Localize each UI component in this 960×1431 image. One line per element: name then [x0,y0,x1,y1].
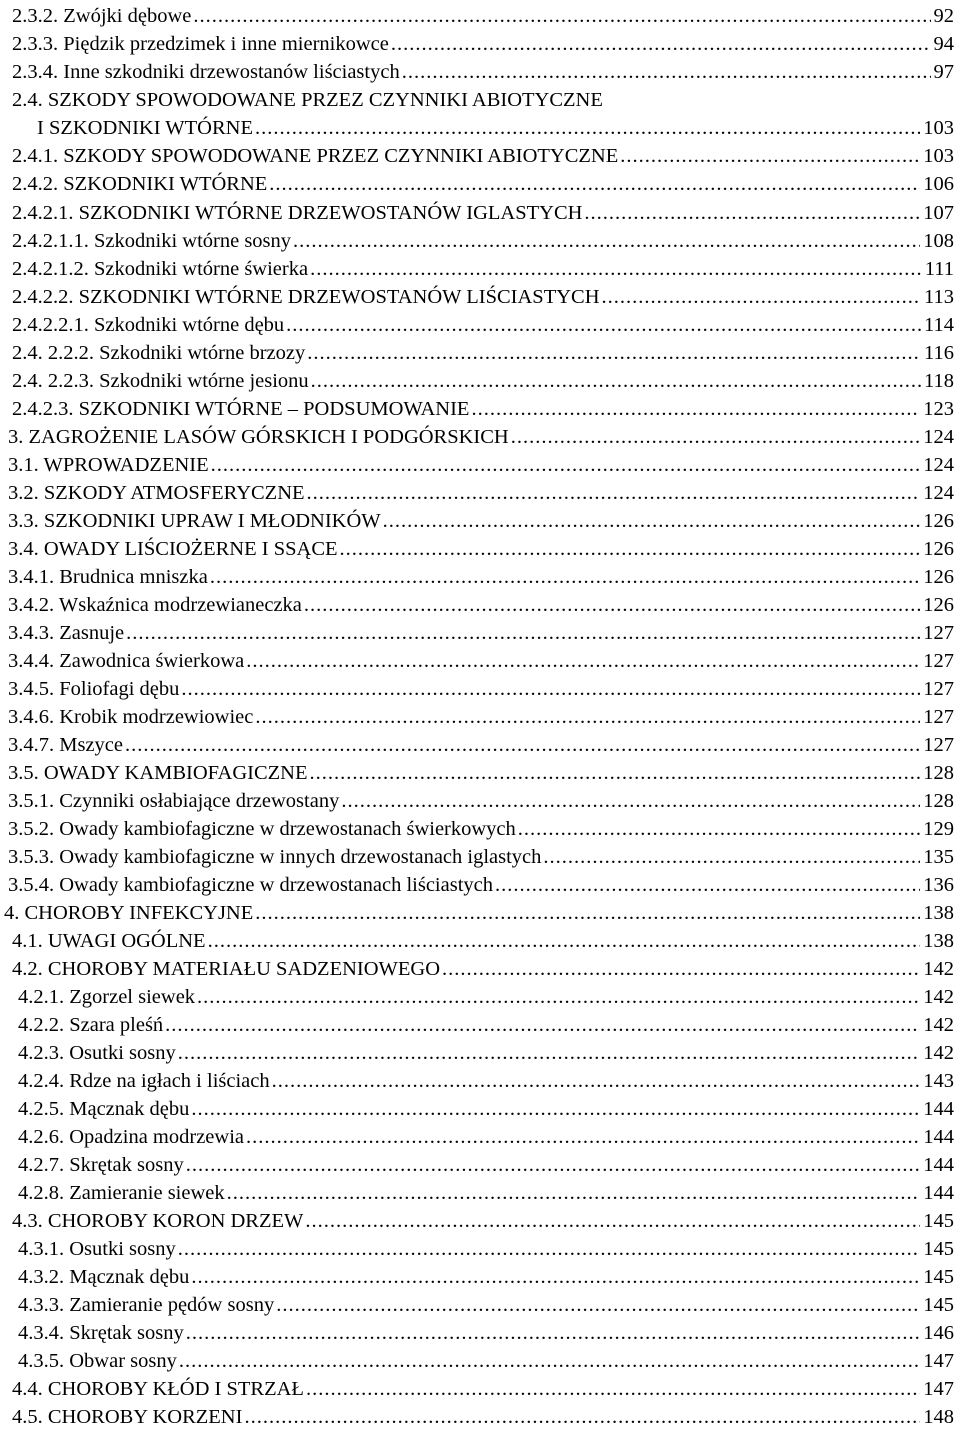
toc-page-number: 126 [923,594,954,616]
toc-page-number: 142 [923,986,954,1008]
toc-entry-title: 3. ZAGROŻENIE LASÓW GÓRSKICH I PODGÓRSKICH [8,426,509,448]
toc-entry-title: 4.1. UWAGI OGÓLNE [12,930,206,952]
toc-dot-leader [178,1235,920,1263]
toc-entry[interactable] [0,1207,960,1235]
toc-page-number: 124 [923,454,954,476]
toc-dot-leader [341,787,920,815]
toc-page-number: 114 [924,314,954,336]
toc-entry-title: 2.4.1. SZKODY SPOWODOWANE PRZEZ CZYNNIKI ABIOTYCZNE [12,145,619,167]
toc-dot-leader [186,1151,921,1179]
toc-entry-title: 2.4. 2.2.2. Szkodniki wtórne brzozy [12,342,306,364]
toc-entry-title: 3.1. WPROWADZENIE [8,454,209,476]
toc-entry-title: 2.4.2.3. SZKODNIKI WTÓRNE – PODSUMOWANIE [12,398,470,420]
toc-page-number: 103 [923,145,954,167]
toc-page-number: 146 [923,1322,954,1344]
toc-entry-title: 4.4. CHOROBY KŁÓD I STRZAŁ [12,1378,304,1400]
toc-entry[interactable] [0,367,960,395]
toc-entry[interactable] [0,339,960,367]
toc-entry[interactable] [0,227,960,255]
toc-entry-title: 4.3.4. Skrętak sosny [18,1322,184,1344]
toc-page-number: 106 [923,173,954,195]
toc-dot-leader [518,815,920,843]
toc-page-number: 124 [923,426,954,448]
toc-entry[interactable] [0,815,960,843]
toc-entry[interactable] [0,1235,960,1263]
toc-entry[interactable] [0,507,960,535]
toc-entry-title: 4.5. CHOROBY KORZENI [12,1406,243,1428]
toc-dot-leader [402,58,931,86]
toc-entry-title: 2.3.3. Piędzik przedzimek i inne miernikowce [12,33,389,55]
toc-entry-title: 4.3. CHOROBY KORON DRZEW [12,1210,304,1232]
toc-dot-leader [602,283,921,311]
toc-dot-leader [584,199,920,227]
toc-page-number: 135 [923,846,954,868]
toc-entry-title: 4.2.3. Osutki sosny [18,1042,176,1064]
toc-entry-title: 4.3.1. Osutki sosny [18,1238,176,1260]
toc-entry[interactable] [0,1067,960,1095]
toc-dot-leader [543,843,920,871]
toc-entry-title: 2.4.2.1.1. Szkodniki wtórne sosny [12,230,292,252]
toc-entry-title: 4.2.8. Zamieranie siewek [18,1182,225,1204]
toc-entry-title: 4.3.3. Zamieranie pędów sosny [18,1294,275,1316]
toc-entry[interactable] [0,731,960,759]
toc-entry-title: 3.5.4. Owady kambiofagiczne w drzewostanach liściastych [8,874,494,896]
toc-entry[interactable] [0,899,960,927]
toc-entry-title: 4.2.7. Skrętak sosny [18,1154,184,1176]
toc-page-number: 111 [924,258,954,280]
toc-entry[interactable] [0,395,960,423]
toc-entry[interactable] [0,114,960,142]
toc-entry[interactable] [0,86,960,114]
toc-entry-title: 4. CHOROBY INFEKCYJNE [4,902,254,924]
toc-dot-leader [186,1319,921,1347]
toc-dot-leader [255,703,920,731]
toc-dot-leader [310,255,922,283]
toc-dot-leader [165,1011,920,1039]
toc-entry[interactable] [0,2,960,30]
toc-page-number: 123 [923,398,954,420]
toc-entry-title: 3.4. OWADY LIŚCIOŻERNE I SSĄCE [8,538,338,560]
toc-page-number: 136 [923,874,954,896]
toc-entry[interactable] [0,423,960,451]
toc-entry[interactable] [0,311,960,339]
toc-entry-title: 3.5.3. Owady kambiofagiczne w innych drzewostanach iglastych [8,846,542,868]
toc-entry[interactable] [0,58,960,86]
toc-entry[interactable] [0,30,960,58]
toc-page-number: 145 [923,1294,954,1316]
toc-dot-leader [193,2,930,30]
toc-page-number: 103 [923,117,954,139]
toc-dot-leader [269,170,920,198]
toc-page-number: 145 [923,1266,954,1288]
toc-entry[interactable] [0,1123,960,1151]
toc-entry[interactable] [0,255,960,283]
toc-entry[interactable] [0,1095,960,1123]
toc-entry-title: 3.4.1. Brudnica mniszka [8,566,208,588]
toc-entry-title: 3.4.3. Zasnuje [8,622,125,644]
toc-entry-title: 3.5.2. Owady kambiofagiczne w drzewostanach świerkowych [8,818,516,840]
toc-dot-leader [304,591,920,619]
toc-dot-leader [311,367,921,395]
toc-page-number: 92 [933,5,954,27]
toc-page-number: 108 [923,230,954,252]
toc-entry-title: 4.2.1. Zgorzel siewek [18,986,196,1008]
toc-page-number: 147 [923,1350,954,1372]
toc-dot-leader [511,423,921,451]
toc-entry-title: 3.4.5. Foliofagi dębu [8,678,180,700]
toc-entry-title: 2.3.2. Zwójki dębowe [12,5,192,27]
toc-entry[interactable] [0,927,960,955]
toc-dot-leader [305,1207,920,1235]
toc-entry[interactable] [0,1263,960,1291]
toc-dot-leader [126,619,920,647]
toc-entry[interactable] [0,1403,960,1431]
toc-entry-title: 2.4. 2.2.3. Szkodniki wtórne jesionu [12,370,309,392]
toc-dot-leader [340,535,921,563]
toc-page-number: 126 [923,566,954,588]
toc-page-number: 126 [923,538,954,560]
toc-dot-leader [227,1179,921,1207]
toc-page-number: 145 [923,1210,954,1232]
toc-entry[interactable] [0,563,960,591]
toc-entry[interactable] [0,591,960,619]
toc-page-number: 144 [923,1126,954,1148]
toc-entry-title: 2.4.2.2. SZKODNIKI WTÓRNE DRZEWOSTANÓW LIŚCIASTYCH [12,286,600,308]
toc-page-number: 144 [923,1182,954,1204]
toc-entry[interactable] [0,843,960,871]
toc-page-number: 142 [923,958,954,980]
toc-entry[interactable] [0,983,960,1011]
toc-entry[interactable] [0,647,960,675]
toc-entry-title: 3.3. SZKODNIKI UPRAW I MŁODNIKÓW [8,510,381,532]
toc-page-number: 143 [923,1070,954,1092]
toc-dot-leader [246,647,920,675]
toc-entry[interactable] [0,1011,960,1039]
toc-entry[interactable] [0,535,960,563]
toc-dot-leader [246,1123,920,1151]
toc-dot-leader [495,871,920,899]
toc-page-number: 142 [923,1042,954,1064]
toc-entry[interactable] [0,955,960,983]
toc-entry-title: 4.3.2. Mącznak dębu [18,1266,190,1288]
toc-dot-leader [178,1039,920,1067]
toc-dot-leader [471,395,920,423]
toc-page-number: 142 [923,1014,954,1036]
toc-entry-title: 3.4.7. Mszyce [8,734,124,756]
toc-entry[interactable] [0,199,960,227]
toc-entry-title: 3.4.6. Krobik modrzewiowiec [8,706,254,728]
toc-dot-leader [272,1067,921,1095]
toc-page-number: 127 [923,734,954,756]
toc-dot-leader [391,30,931,58]
toc-page-number: 107 [923,202,954,224]
toc-page-number: 144 [923,1098,954,1120]
toc-page-number: 126 [923,510,954,532]
toc-page-number: 113 [924,286,954,308]
toc-dot-leader [208,927,921,955]
toc-entry-title: 2.4. SZKODY SPOWODOWANE PRZEZ CZYNNIKI ABIOTYCZNE [12,89,603,111]
toc-page-number: 129 [923,818,954,840]
toc-dot-leader [307,339,921,367]
toc-entry[interactable] [0,1179,960,1207]
toc-dot-leader [211,451,921,479]
toc-entry[interactable] [0,1375,960,1403]
toc-entry[interactable] [0,619,960,647]
toc-entry-title: 3.5. OWADY KAMBIOFAGICZNE [8,762,308,784]
toc-entry[interactable] [0,479,960,507]
toc-dot-leader [306,1375,920,1403]
toc-page-number: 138 [923,930,954,952]
toc-entry[interactable] [0,451,960,479]
toc-entry-title: 3.4.4. Zawodnica świerkowa [8,650,245,672]
toc-entry-title: 4.2.6. Opadzina modrzewia [18,1126,244,1148]
toc-entry[interactable] [0,759,960,787]
toc-dot-leader [179,1347,920,1375]
toc-entry-title: 4.2.2. Szara pleśń [18,1014,164,1036]
toc-dot-leader [244,1403,920,1431]
toc-entry-title: 3.2. SZKODY ATMOSFERYCZNE [8,482,305,504]
toc-page-number: 144 [923,1154,954,1176]
toc-entry[interactable] [0,1039,960,1067]
toc-entry-title: 4.3.5. Obwar sosny [18,1350,177,1372]
toc-page-number: 94 [933,33,954,55]
toc-page-number: 148 [923,1406,954,1428]
toc-entry-title: 3.5.1. Czynniki osłabiające drzewostany [8,790,340,812]
toc-entry[interactable] [0,871,960,899]
toc-page-number: 138 [923,902,954,924]
toc-page-number: 145 [923,1238,954,1260]
toc-entry-title: 2.4.2. SZKODNIKI WTÓRNE [12,173,268,195]
toc-entry[interactable] [0,142,960,170]
toc-entry-title: 3.4.2. Wskaźnica modrzewianeczka [8,594,302,616]
toc-entry-title: I SZKODNIKI WTÓRNE [37,117,253,139]
toc-entry-title: 2.4.2.1. SZKODNIKI WTÓRNE DRZEWOSTANÓW IGLASTYCH [12,202,583,224]
toc-entry[interactable] [0,1319,960,1347]
toc-dot-leader [442,955,920,983]
toc-entry-title: 4.2.4. Rdze na igłach i liściach [18,1070,270,1092]
toc-dot-leader [383,507,921,535]
toc-entry-title: 2.4.2.2.1. Szkodniki wtórne dębu [12,314,285,336]
toc-entry-title: 4.2.5. Mącznak dębu [18,1098,190,1120]
toc-dot-leader [620,142,920,170]
toc-dot-leader [255,899,920,927]
toc-entry[interactable] [0,675,960,703]
toc-page-number: 147 [923,1378,954,1400]
toc-page-number: 128 [923,790,954,812]
toc-dot-leader [125,731,920,759]
toc-page-number: 127 [923,706,954,728]
toc-entry-title: 4.2. CHOROBY MATERIAŁU SADZENIOWEGO [12,958,441,980]
toc-entry[interactable] [0,703,960,731]
toc-page-number: 127 [923,678,954,700]
toc-entry[interactable] [0,787,960,815]
toc-dot-leader [210,563,920,591]
toc-page-number: 127 [923,650,954,672]
toc-dot-leader [181,675,920,703]
toc-entry[interactable] [0,1347,960,1375]
toc-entry[interactable] [0,1151,960,1179]
toc-page-number: 127 [923,622,954,644]
toc-dot-leader [286,311,921,339]
toc-dot-leader [197,983,920,1011]
toc-dot-leader [293,227,920,255]
toc-page-number: 116 [924,342,954,364]
toc-entry[interactable] [0,1291,960,1319]
toc-entry[interactable] [0,283,960,311]
toc-dot-leader [255,114,920,142]
toc-page-number: 124 [923,482,954,504]
toc-dot-leader [310,759,921,787]
toc-dot-leader [307,479,921,507]
toc-dot-leader [191,1263,920,1291]
toc-entry-title: 2.3.4. Inne szkodniki drzewostanów liściastych [12,61,400,83]
toc-page-number: 97 [933,61,954,83]
toc-entry[interactable] [0,170,960,198]
toc-page-number: 128 [923,762,954,784]
toc-dot-leader [191,1095,920,1123]
toc-page-number: 118 [924,370,954,392]
toc-entry-title: 2.4.2.1.2. Szkodniki wtórne świerka [12,258,309,280]
toc-dot-leader [276,1291,920,1319]
